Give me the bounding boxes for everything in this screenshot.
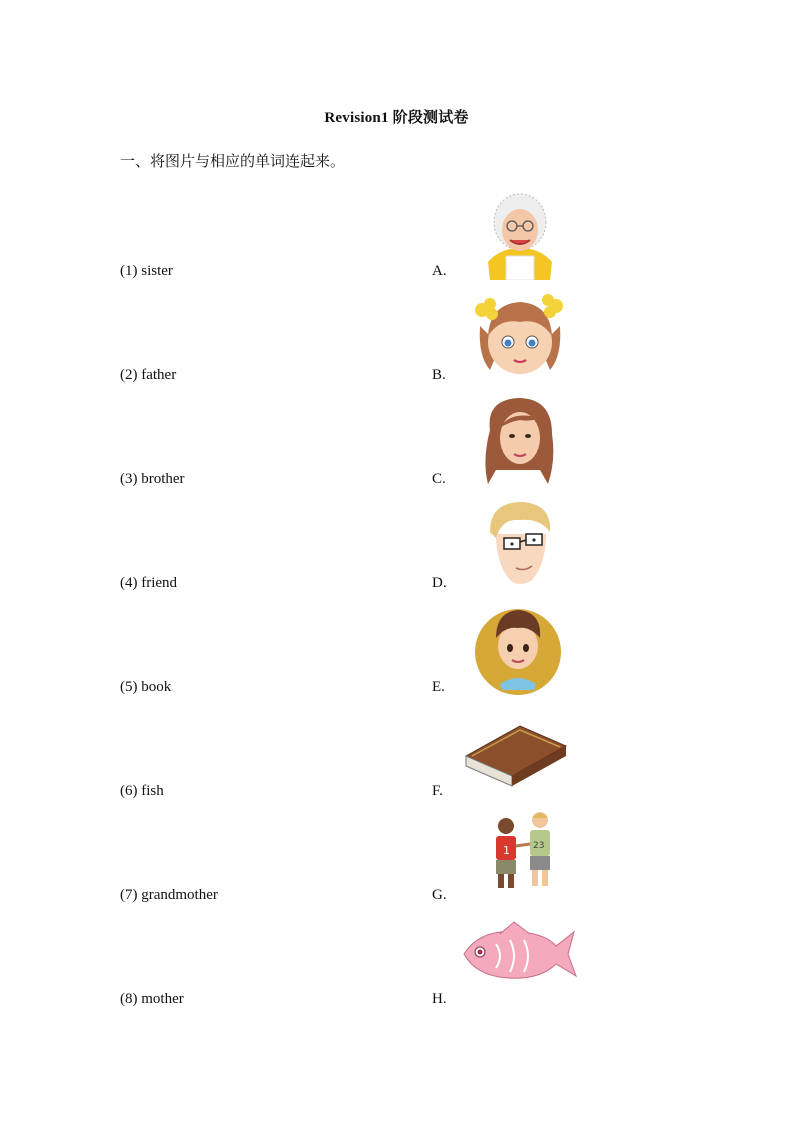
picture-letter: C. bbox=[432, 471, 446, 487]
picture-letter: B. bbox=[432, 367, 446, 383]
picture-letter: F. bbox=[432, 783, 443, 799]
match-row bbox=[0, 904, 793, 1008]
picture-letter: E. bbox=[432, 679, 445, 695]
two-friends-picture-icon[interactable] bbox=[460, 806, 580, 904]
match-row bbox=[0, 488, 793, 592]
picture-letter: A. bbox=[432, 263, 447, 279]
word-label[interactable]: (4) friend bbox=[120, 575, 178, 591]
picture-letter: G. bbox=[432, 887, 447, 903]
match-row bbox=[0, 176, 793, 280]
match-row bbox=[0, 800, 793, 904]
shirt-number-label: 23 bbox=[533, 841, 545, 851]
word-label[interactable]: (5) book bbox=[120, 679, 172, 695]
man-with-glasses-picture-icon[interactable] bbox=[460, 494, 580, 592]
instruction-text: 一、将图片与相应的单词连起来。 bbox=[120, 154, 346, 170]
book-picture-icon[interactable] bbox=[460, 702, 580, 800]
word-label[interactable]: (7) grandmother bbox=[120, 887, 218, 903]
match-row bbox=[0, 280, 793, 384]
picture-letter: H. bbox=[432, 991, 447, 1007]
match-row bbox=[0, 592, 793, 696]
word-label[interactable]: (3) brother bbox=[120, 471, 185, 487]
grandmother-picture-icon[interactable] bbox=[460, 182, 580, 280]
word-label[interactable]: (2) father bbox=[120, 367, 177, 383]
word-label[interactable]: (6) fish bbox=[120, 783, 164, 799]
woman-long-hair-picture-icon[interactable] bbox=[460, 390, 580, 488]
pink-fish-picture-icon[interactable] bbox=[460, 910, 580, 1008]
word-label[interactable]: (1) sister bbox=[120, 263, 173, 279]
word-label[interactable]: (8) mother bbox=[120, 991, 184, 1007]
girl-with-flowers-picture-icon[interactable] bbox=[460, 286, 580, 384]
worksheet-title: Revision1 阶段测试卷 bbox=[324, 110, 469, 126]
picture-letter: D. bbox=[432, 575, 447, 591]
match-row bbox=[0, 384, 793, 488]
shirt-number-label: 1 bbox=[503, 844, 510, 857]
match-row bbox=[0, 696, 793, 800]
boy-portrait-picture-icon[interactable] bbox=[460, 598, 580, 696]
